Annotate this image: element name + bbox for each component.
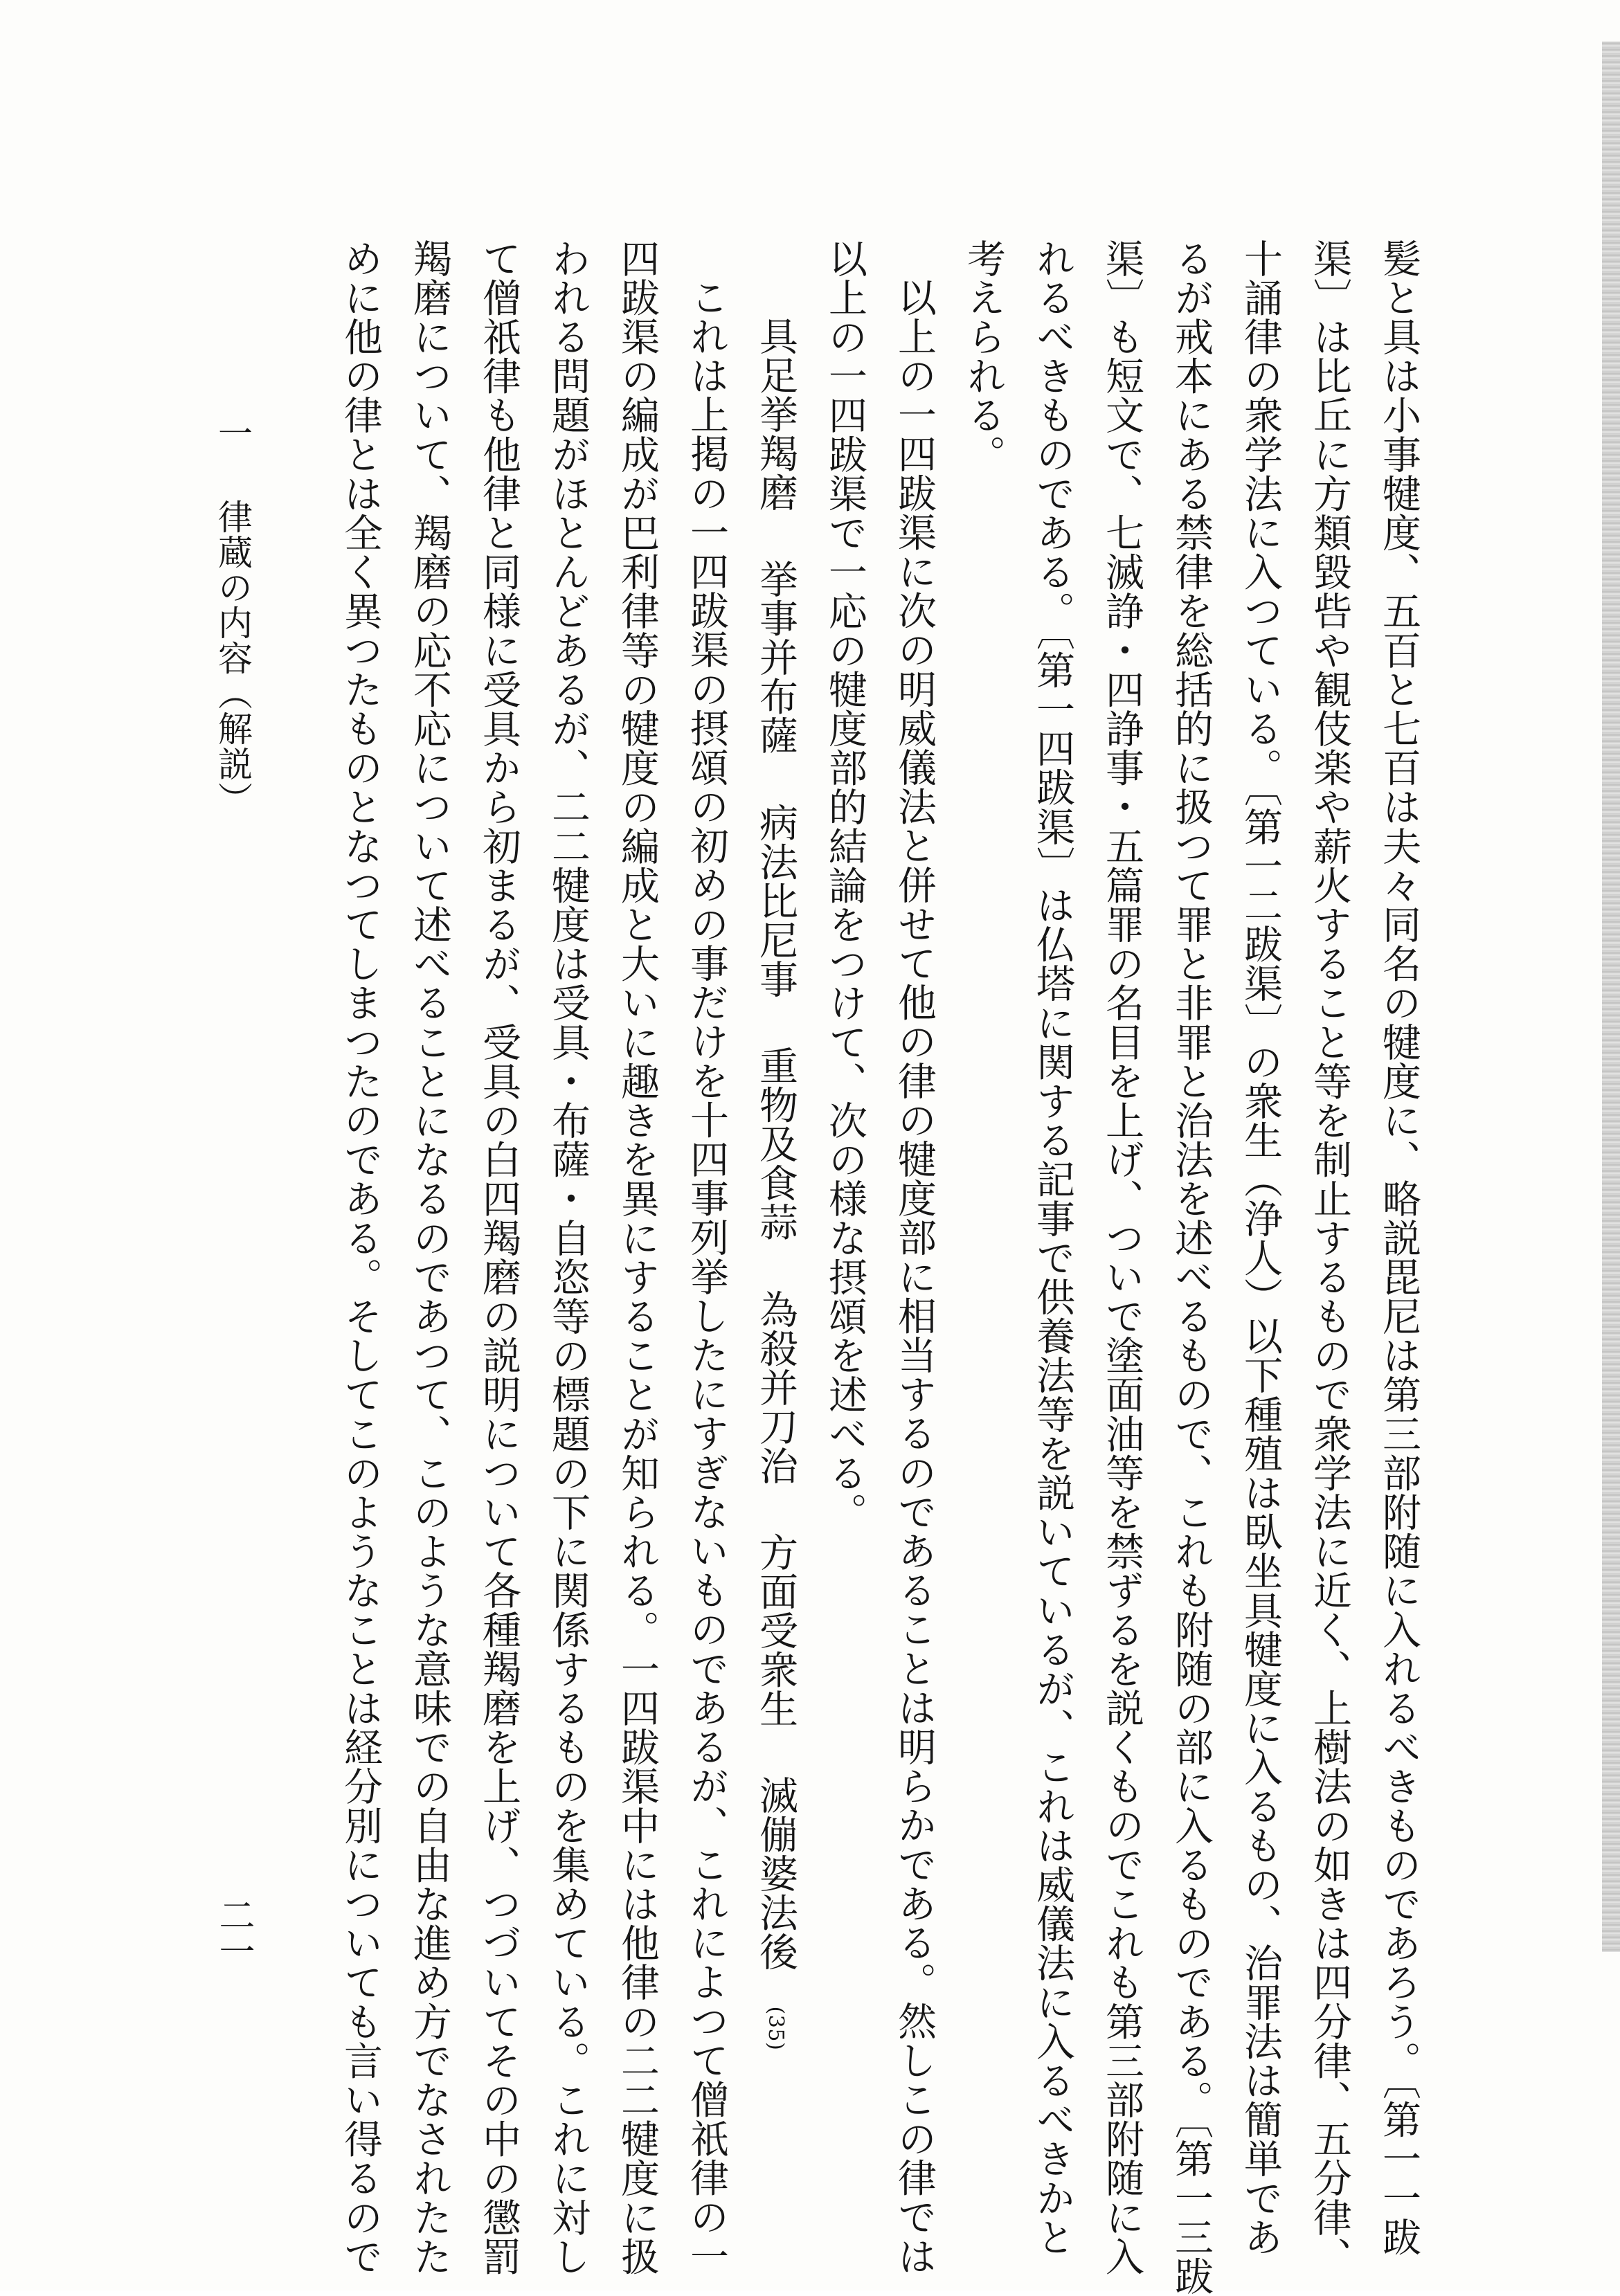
text-line: れるべきものである。〔第一四跋渠〕は仏塔に関する記事で供養法等を説いているが、これは威儀法に入るべきかと [1030,239,1075,2257]
text-line: 渠〕も短文で、七滅諍・四諍事・五篇罪の名目を上げ、ついで塗面油等を禁ずるを説くものでこれも第三部附随に入 [1099,239,1144,2277]
text-line: 四跋渠の編成が巴利律等の犍度の編成と大いに趣きを異にすることが知られる。一四跋渠中には他律の二二犍度に扱 [615,239,660,2277]
running-footer [208,415,258,817]
text-line: 渠〕は比丘に方類毀呰や観伎楽や薪火すること等を制止するもので衆学法に近く、上樹法の如きは四分律、五分律、 [1307,239,1352,2277]
verse-item: 具足挙羯磨 [753,316,798,512]
text-line: 髪と具は小事犍度、五百と七百は夫々同名の犍度に、略説毘尼は第三部附随に入れるべきものであろう。〔第一一跋 [1376,239,1421,2257]
verse-item: 病法比尼事 [753,802,798,999]
verse-item: 挙事并布薩 [753,559,798,756]
text-line: 羯磨について、羯磨の応不応について述べることになるのであつて、このような意味での自由な進め方でなされたた [407,239,452,2277]
page-number: 二一 [213,1897,254,1969]
footnote-marker: (35) [764,2006,788,2051]
text-line: これは上掲の一四跋渠の摂頌の初めの事だけを十四事列挙したにすぎないものであるが、これによつて僧祇律の一 [684,278,729,2276]
section-number: 一 [213,415,253,451]
text-line: るが戒本にある禁律を総括的に扱つて罪と非罪と治法を述べるもので、これも附随の部に入るものである。〔第一三跋 [1169,239,1214,2296]
text-line: 以上の一四跋渠で一応の犍度部的結論をつけて、次の様な摂頌を述べる。 [822,239,867,1532]
text-line: 以上の一四跋渠に次の明威儀法と併せて他の律の犍度部に相当するのであることは明らかである。然しこの律では [892,278,937,2276]
text-line: めに他の律とは全く異つたものとなつてしまつたのである。そしてこのようなことは経分別についても言い得るので [338,239,383,2277]
verse-item: 重物及食蒜 [753,1046,798,1242]
binding-shadow [1602,42,1620,1952]
text-line: 十誦律の衆学法に入つている。〔第一二跋渠〕の衆生（浄人）以下種殖は臥坐具犍度に入るもの、治罪法は簡単であ [1238,239,1283,2257]
section-title: 律蔵の内容（解説） [213,499,253,817]
verse-item: 方面受衆生 [753,1533,798,1729]
verse-item: 為殺并刀治 [753,1289,798,1485]
text-line: われる問題がほとんどあるが、二二犍度は受具・布薩・自恣等の標題の下に関係するものを集めている。これに対し [546,239,591,2277]
text-line: 考えられる。 [961,239,1006,474]
text-line: て僧祇律も他律と同様に受具から初まるが、受具の白四羯磨の説明について各種羯磨を上げ、つづいてその中の懲罰 [476,239,521,2277]
main-text [325,239,1433,2296]
verse-line [741,239,810,2051]
verse-item: 滅傰婆法後 [753,1775,798,1972]
